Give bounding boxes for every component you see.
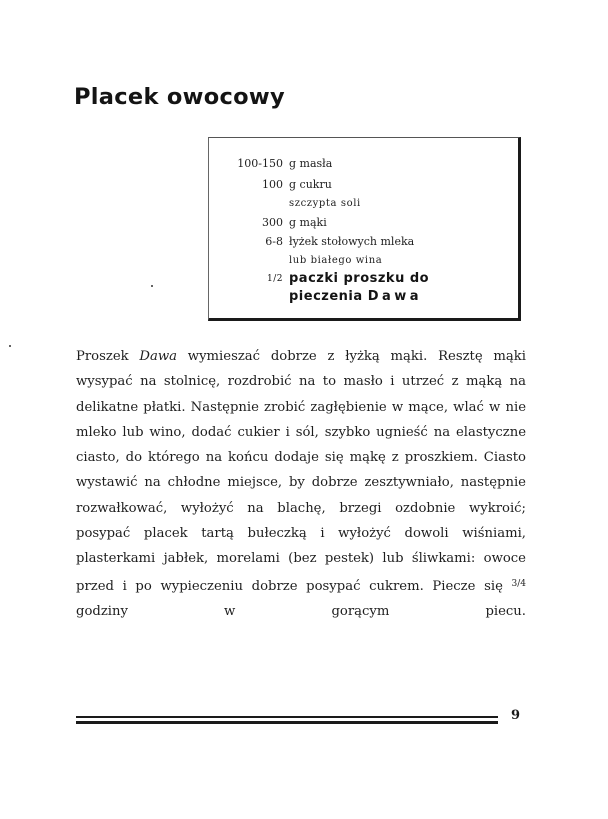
ingredient-text: lub białego wina	[289, 255, 383, 266]
ingredient-text: paczki proszku do	[289, 271, 430, 286]
footer-rule-top	[76, 716, 498, 718]
page-number: 9	[511, 708, 521, 723]
recipe-instructions	[76, 344, 526, 624]
footer-rule-bottom	[76, 721, 498, 724]
ingredient-text: szczypta soli	[289, 198, 361, 209]
ingredient-qty: 100-150	[237, 157, 283, 170]
ingredient-text: g masła	[289, 157, 333, 170]
ingredients-box	[208, 137, 521, 321]
ingredient-row	[265, 235, 415, 248]
ingredient-text: g cukru	[289, 178, 332, 191]
ingredient-row	[267, 270, 430, 288]
instructions-text: Proszek	[76, 349, 140, 364]
ingredient-row	[289, 254, 382, 267]
instructions-text: wymieszać dobrze z łyżką mąki. Resztę mąki wysypać na stolnicę, rozdrobić na to masło i utrzeć z mąką na delikatne płatki. Następnie zrobić zagłębienie w mące, wlać w nie mleko lub wino, dodać cukier i sól, szybko ugnieść na elastyczne ciasto, do którego na końcu dodaje się mąkę z proszkiem. Ciasto wystawić na chłodne miejsce, by dobrze zesztywniało, następnie rozwałkować, wyłożyć na blachę, brzegi ozdobnie wykroić; posypać placek tartą bułeczką i wyłożyć dowoli wiśniami, plasterkami jabłek, morelami (bez pestek) lub śliwkami: owoce przed i po wypieczeniu dobrze posypać cukrem. Piecze się	[76, 349, 526, 594]
fraction: 3/4	[511, 578, 526, 589]
ingredient-qty: 6-8	[265, 235, 283, 248]
brand-name: Dawa	[367, 289, 423, 304]
recipe-title: Placek owocowy	[74, 84, 285, 110]
ingredient-text: pieczenia	[289, 289, 363, 304]
ingredient-row	[289, 197, 361, 210]
ingredient-text: g mąki	[289, 216, 327, 229]
print-speck	[151, 285, 153, 287]
ingredient-row	[262, 216, 327, 229]
ingredient-row	[237, 157, 333, 170]
ingredient-qty: 100	[262, 178, 283, 191]
ingredient-row	[262, 178, 332, 191]
ingredient-row	[289, 288, 422, 306]
ingredient-text: łyżek stołowych mleka	[289, 235, 415, 248]
ingredient-qty: 1/2	[267, 274, 283, 284]
brand-name: Dawa	[139, 349, 178, 364]
instructions-text: godziny w gorącym piecu.	[76, 603, 526, 619]
print-speck	[9, 345, 11, 347]
ingredient-qty: 300	[262, 216, 283, 229]
